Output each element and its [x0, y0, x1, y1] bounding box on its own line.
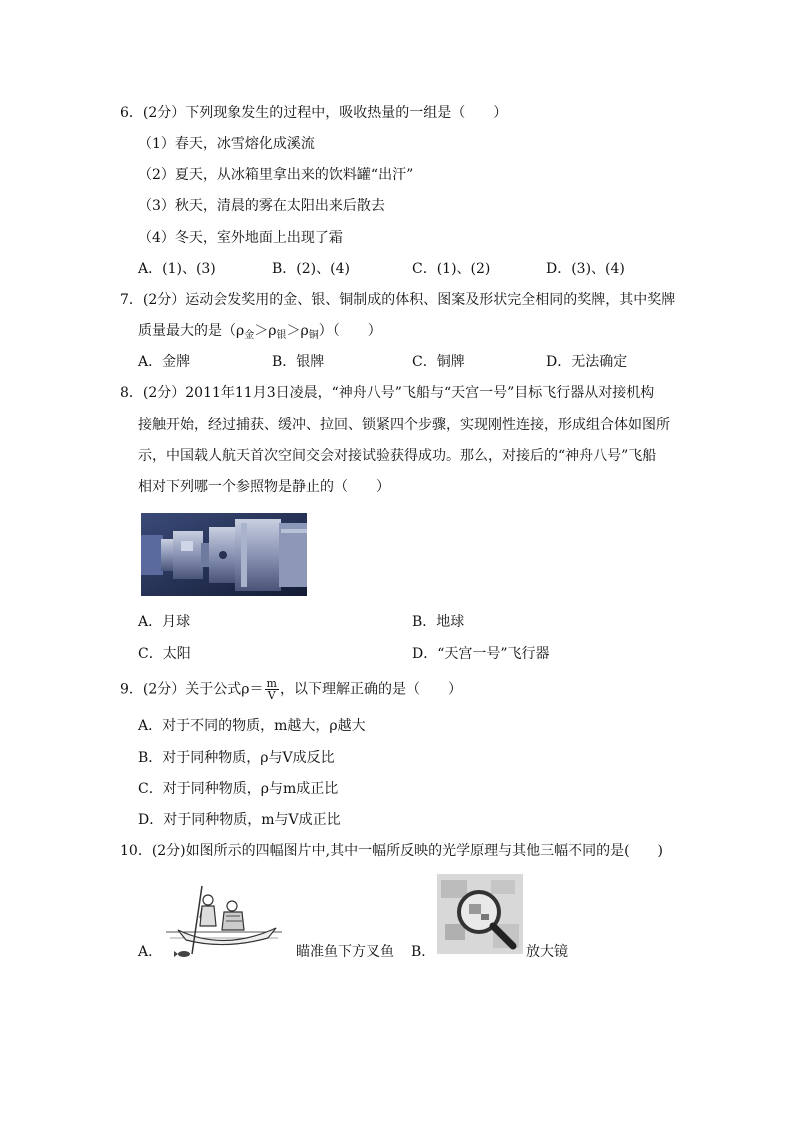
q7-gt: ＞ρ: [254, 323, 277, 339]
q6-item-3: （3）秋天，清晨的雾在太阳出来后散去: [138, 198, 385, 214]
q6-option-d: D．(3)、(4): [546, 261, 625, 277]
spear-fishing-image: [164, 880, 284, 960]
q9-option-b: B．对于同种物质，ρ与V成反比: [138, 750, 335, 766]
q10-option-a-caption: 瞄准鱼下方叉鱼: [296, 944, 394, 960]
magnifying-glass-image: [437, 874, 523, 954]
q10-stem: 10．(2分)如图所示的四幅图片中,其中一幅所反映的光学原理与其他三幅不同的是( ): [120, 843, 664, 859]
q6-item-4: （4）冬天，室外地面上出现了霜: [138, 230, 343, 246]
q8-option-d: D．“天宫一号”飞行器: [412, 646, 550, 662]
q8-stem-line1: 8．(2分）2011年11月3日凌晨，“神舟八号”飞船与“天宫一号”目标飞行器从对接机构: [120, 385, 655, 401]
q9-option-d: D．对于同种物质，m与V成正比: [138, 812, 341, 828]
q9-option-c: C．对于同种物质，ρ与m成正比: [138, 781, 339, 797]
q10-option-b-caption: 放大镜: [526, 944, 568, 960]
q9-stem-text-end: ，以下理解正确的是（ ）: [279, 681, 462, 698]
q6-item-2: （2）夏天，从冰箱里拿出来的饮料罐“出汗”: [138, 167, 414, 183]
formula-fraction: [265, 678, 279, 701]
q6-option-a: A．(1)、(3): [138, 261, 216, 277]
q7-text: 质量最大的是（ρ: [138, 323, 245, 339]
q7-option-b: B．银牌: [272, 354, 325, 370]
q7-stem-line2: [138, 322, 382, 345]
q6-option-b: B．(2)、(4): [272, 261, 350, 277]
q9-option-a: A．对于不同的物质，m越大，ρ越大: [138, 718, 366, 734]
q7-sub-copper: 铜: [308, 330, 319, 341]
q6-stem: 6．(2分）下列现象发生的过程中，吸收热量的一组是（ ）: [120, 105, 508, 121]
fraction-denominator: V: [267, 689, 276, 702]
spacecraft-docking-image: [141, 513, 307, 596]
q8-option-a: A．月球: [138, 614, 191, 630]
q8-option-c: C．太阳: [138, 646, 191, 662]
q8-stem-line2: 接触开始，经过捕获、缓冲、拉回、锁紧四个步骤，实现刚性连接，形成组合体如图所: [138, 417, 670, 433]
q7-option-a: A．金牌: [138, 354, 191, 370]
q10-option-a-label: A．: [138, 944, 163, 960]
q7-gt: ＞ρ: [286, 323, 309, 339]
q9-stem-text: 9．(2分）关于公式ρ＝: [120, 681, 264, 698]
fraction-numerator: m: [266, 677, 277, 690]
q7-option-d: D．无法确定: [546, 354, 628, 370]
q8-stem-line3: 示，中国载人航天首次空间交会对接试验获得成功。那么，对接后的“神舟八号”飞船: [138, 448, 657, 464]
q7-text-end: ）（ ）: [318, 323, 382, 339]
q7-sub-silver: 银: [276, 330, 287, 341]
q7-stem: 7．(2分）运动会发奖用的金、银、铜制成的体积、图案及形状完全相同的奖牌，其中奖牌: [120, 292, 676, 308]
q6-option-c: C．(1)、(2): [412, 261, 491, 277]
q7-option-c: C．铜牌: [412, 354, 465, 370]
q9-stem: [120, 678, 462, 701]
q6-item-1: （1）春天，冰雪熔化成溪流: [138, 136, 315, 152]
q8-stem-line4: 相对下列哪一个参照物是静止的（ ）: [138, 479, 390, 495]
q10-option-b-label: B．: [411, 944, 436, 960]
q8-option-b: B．地球: [412, 614, 465, 630]
q7-sub-gold: 金: [244, 330, 255, 341]
